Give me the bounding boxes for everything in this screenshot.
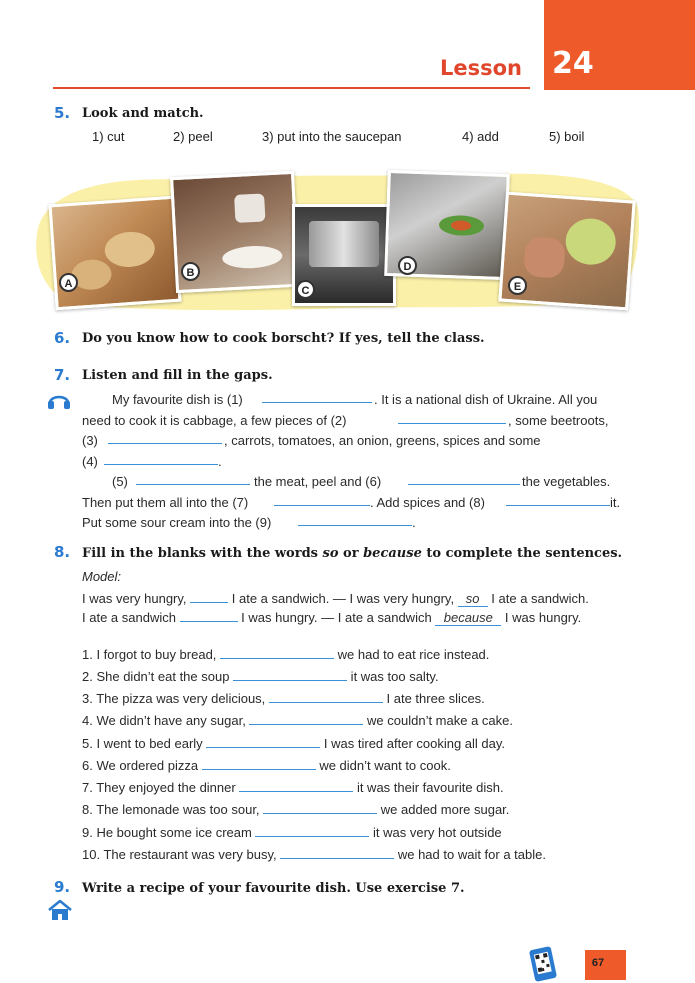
photo-a-cutting-potatoes <box>48 196 181 311</box>
ex7-gap-3[interactable] <box>108 431 222 444</box>
ex7-gap-2[interactable] <box>398 411 506 424</box>
ex5-item-4: 4) add <box>462 129 499 144</box>
ex7-text <box>82 390 626 534</box>
ex8-gap-5[interactable] <box>206 735 320 748</box>
ex8-sentence-2: 2. She didn’t eat the soup it was too salty. <box>82 669 439 684</box>
ex8-gap-4[interactable] <box>249 712 363 725</box>
ex7-line-3: (3) , carrots, tomatoes, an onion, greens, spices and some <box>82 433 541 448</box>
ex8-gap-1[interactable] <box>220 646 334 659</box>
model-line-1: I was very hungry, I ate a sandwich. — I was very hungry, so I ate a sandwich. <box>82 591 589 606</box>
ex7-line-4: (4) . <box>82 453 222 469</box>
ex6-title: Do you know how to cook borscht? If yes, tell the class. <box>82 331 485 346</box>
ex8-gap-10[interactable] <box>280 846 394 859</box>
ex7-line-7: Put some sour cream into the (9) . <box>82 515 416 530</box>
ex8-sentence-9: 9. He bought some ice cream it was very hot outside <box>82 825 502 840</box>
ex9-number: 9. <box>54 878 71 896</box>
ex8-sentence-6: 6. We ordered pizza we didn’t want to cook. <box>82 758 451 773</box>
ex7-line-1: My favourite dish is (1) . It is a national dish of Ukraine. All you <box>112 392 598 407</box>
qr-phone-icon <box>528 946 558 982</box>
ex6-number: 6. <box>54 329 71 347</box>
ex8-gap-7[interactable] <box>239 779 353 792</box>
home-icon <box>47 899 73 921</box>
ex7-line-5: (5) the meat, peel and (6) the vegetables. <box>112 474 611 489</box>
photo-label-a: A <box>59 273 78 292</box>
ex7-line-6: Then put them all into the (7) . Add spices and (8) it. <box>82 494 621 510</box>
ex7-gap-8[interactable] <box>506 493 610 506</box>
ex7-gap-7[interactable] <box>274 493 370 506</box>
ex8-gap-9[interactable] <box>255 824 369 837</box>
ex8-sentence-8: 8. The lemonade was too sour, we added more sugar. <box>82 802 510 817</box>
ex8-sentence-5: 5. I went to bed early I was tired after cooking all day. <box>82 736 506 751</box>
ex8-number: 8. <box>54 543 71 561</box>
ex9-title: Write a recipe of your favourite dish. Use exercise 7. <box>82 881 465 896</box>
ex8-gap-6[interactable] <box>202 757 316 770</box>
ex5-item-2: 2) peel <box>173 129 213 144</box>
model-line-2: I ate a sandwich I was hungry. — I ate a sandwich because I was hungry. <box>82 610 582 625</box>
ex8-sentence-3: 3. The pizza was very delicious, I ate three slices. <box>82 691 485 706</box>
ex7-gap-1[interactable] <box>262 390 372 403</box>
lesson-number: 24 <box>552 46 594 81</box>
ex8-sentence-1: 1. I forgot to buy bread, we had to eat rice instead. <box>82 647 490 662</box>
ex8-sentence-10: 10. The restaurant was very busy, we had to wait for a table. <box>82 847 546 862</box>
ex8-gap-3[interactable] <box>269 690 383 703</box>
ex7-line-2: need to cook it is cabbage, a few pieces of (2) , some beetroots, <box>82 412 609 428</box>
header-rule <box>53 87 530 89</box>
ex7-gap-6[interactable] <box>408 472 520 485</box>
ex8-title: Fill in the blanks with the words so or because to complete the sentences. <box>82 546 623 561</box>
ex5-number: 5. <box>54 104 71 122</box>
ex7-gap-5[interactable] <box>136 472 250 485</box>
ex5-item-3: 3) put into the saucepan <box>262 129 402 144</box>
ex8-sentence-7: 7. They enjoyed the dinner it was their favourite dish. <box>82 780 504 795</box>
ex5-title: Look and match. <box>82 106 204 121</box>
model-answer-so: so <box>458 591 488 607</box>
ex7-title: Listen and fill in the gaps. <box>82 368 273 383</box>
ex7-gap-4[interactable] <box>104 452 218 465</box>
ex5-item-1: 1) cut <box>92 129 125 144</box>
ex8-gap-8[interactable] <box>263 801 377 814</box>
headphones-icon <box>47 390 71 410</box>
lesson-title: Lesson <box>440 56 523 80</box>
photo-strip <box>30 168 642 316</box>
photo-label-d: D <box>398 256 417 275</box>
ex7-gap-9[interactable] <box>298 513 412 526</box>
photo-label-c: C <box>296 280 315 299</box>
page-number: 67 <box>591 957 605 969</box>
ex7-number: 7. <box>54 366 71 384</box>
ex5-item-5: 5) boil <box>549 129 585 144</box>
model-label: Model: <box>82 569 122 584</box>
photo-label-b: B <box>181 262 200 281</box>
ex8-sentence-4: 4. We didn’t have any sugar, we couldn’t make a cake. <box>82 713 513 728</box>
ex8-gap-2[interactable] <box>233 668 347 681</box>
model-answer-because: because <box>435 610 501 626</box>
photo-label-e: E <box>508 276 527 295</box>
